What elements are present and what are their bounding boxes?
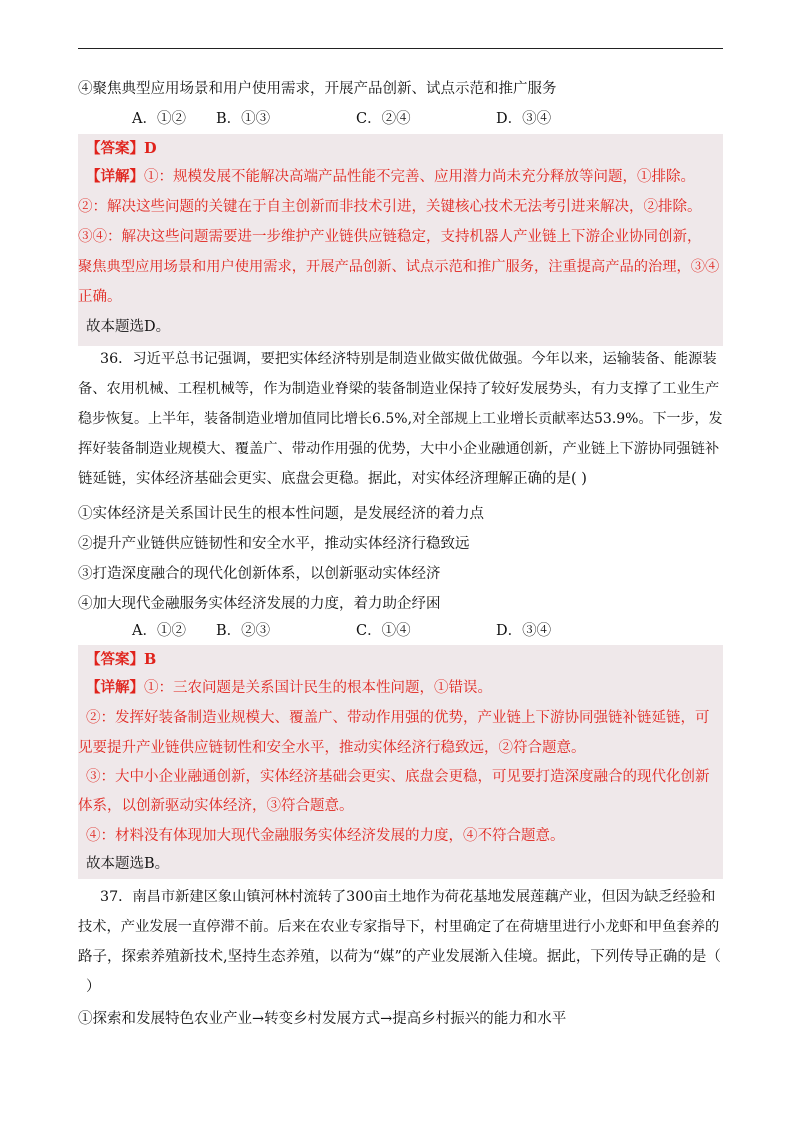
detail-text: ①：规模发展不能解决高端产品性能不完善、应用潜力尚未充分释放等问题，①排除。 [144,169,695,185]
q35-answer [86,138,731,160]
q37-statement-1: ①探索和发展特色农业产业→转变乡村发展方式→提高乡村振兴的能力和水平 [78,1011,567,1027]
q36-statement-2: ②提升产业链供应链韧性和安全水平，推动实体经济行稳致远 [78,536,470,552]
q37-stem-3: 路子，探索养殖新技术,坚持生态养殖，以荷为“媒”的产业发展渐入佳境。据此，下列传导正确的是（ [78,949,721,965]
q36-option-b: B．②③ [216,623,271,639]
answer-value: D [144,140,157,157]
q35-detail-5: 正确。 [78,289,122,305]
detail-label: 【详解】 [86,679,144,696]
q35-option-a: A．①② [132,111,186,127]
q36-conclusion: 故本题选B。 [86,856,170,872]
q36-detail-1 [78,677,723,699]
answer-label: 【答案】 [86,651,144,668]
q35-detail-4: 聚焦典型应用场景和用户使用需求，开展产品创新、试点示范和推广服务，注重提高产品的治理，③④ [78,259,720,275]
q36-stem-2: 备、农用机械、工程机械等，作为制造业脊梁的装备制造业保持了较好发展势头，有力支撑了工业生产 [78,381,720,397]
q35-detail-2: ②：解决这些问题的关键在于自主创新而非技术引进，关键核心技术无法考引进来解决，②排除。 [78,199,702,215]
q36-detail-4: ③：大中小企业融通创新，实体经济基础会更实、底盘会更稳，可见要打造深度融合的现代化创新 [86,769,710,785]
q36-statement-3: ③打造深度融合的现代化创新体系，以创新驱动实体经济 [78,566,441,582]
q36-detail-6: ④：材料没有体现加大现代金融服务实体经济发展的力度，④不符合题意。 [86,828,565,844]
q36-statement-1: ①实体经济是关系国计民生的根本性问题，是发展经济的着力点 [78,506,484,522]
q36-detail-5: 体系，以创新驱动实体经济，③符合题意。 [78,798,354,814]
q36-option-a: A．①② [132,623,186,639]
q35-detail-3: ③④：解决这些问题需要进一步维护产业链供应链稳定，支持机器人产业链上下游企业协同创新， [78,229,702,245]
q35-option-d: D．③④ [496,111,552,127]
answer-value: B [144,651,157,668]
q35-conclusion: 故本题选D。 [86,319,171,335]
detail-label: 【详解】 [86,168,144,185]
q36-option-c: C．①④ [356,623,411,639]
q35-option-b: B．①③ [216,111,271,127]
q35-option-c: C．②④ [356,111,411,127]
q36-stem-5: 链延链，实体经济基础会更实、底盘会更稳。据此，对实体经济理解正确的是( ) [78,471,587,487]
q36-option-d: D．③④ [496,623,552,639]
q37-stem-1: 37．南昌市新建区象山镇河林村流转了300亩土地作为荷花基地发展莲藕产业，但因为缺乏经验和 [100,889,716,905]
q36-statement-4: ④加大现代金融服务实体经济发展的力度，着力助企纾困 [78,596,441,612]
header-rule [78,48,723,49]
answer-label: 【答案】 [86,140,144,157]
q35-detail-1 [78,166,723,188]
q36-stem-1: 36．习近平总书记强调，要把实体经济特别是制造业做实做优做强。今年以来，运输装备、能源装 [100,351,717,367]
q35-statement-4: ④聚焦典型应用场景和用户使用需求，开展产品创新、试点示范和推广服务 [78,81,557,97]
q37-stem-4: ） [86,979,101,995]
q36-answer [86,649,731,671]
q36-stem-4: 挥好装备制造业规模大、覆盖广、带动作用强的优势，大中小企业融通创新，产业链上下游协同强链补 [78,441,720,457]
q36-detail-2: ②：发挥好装备制造业规模大、覆盖广、带动作用强的优势，产业链上下游协同强链补链延链，可 [86,710,710,726]
q36-stem-3: 稳步恢复。上半年，装备制造业增加值同比增长6.5%,对全部规上工业增长贡献率达53.9%。下一步，发 [78,411,723,427]
q36-detail-3: 见要提升产业链供应链韧性和安全水平，推动实体经济行稳致远，②符合题意。 [78,740,586,756]
q37-stem-2: 技术，产业发展一直停滞不前。后来在农业专家指导下，村里确定了在荷塘里进行小龙虾和甲鱼套养的 [78,919,720,935]
detail-text: ①：三农问题是关系国计民生的根本性问题，①错误。 [144,680,492,696]
